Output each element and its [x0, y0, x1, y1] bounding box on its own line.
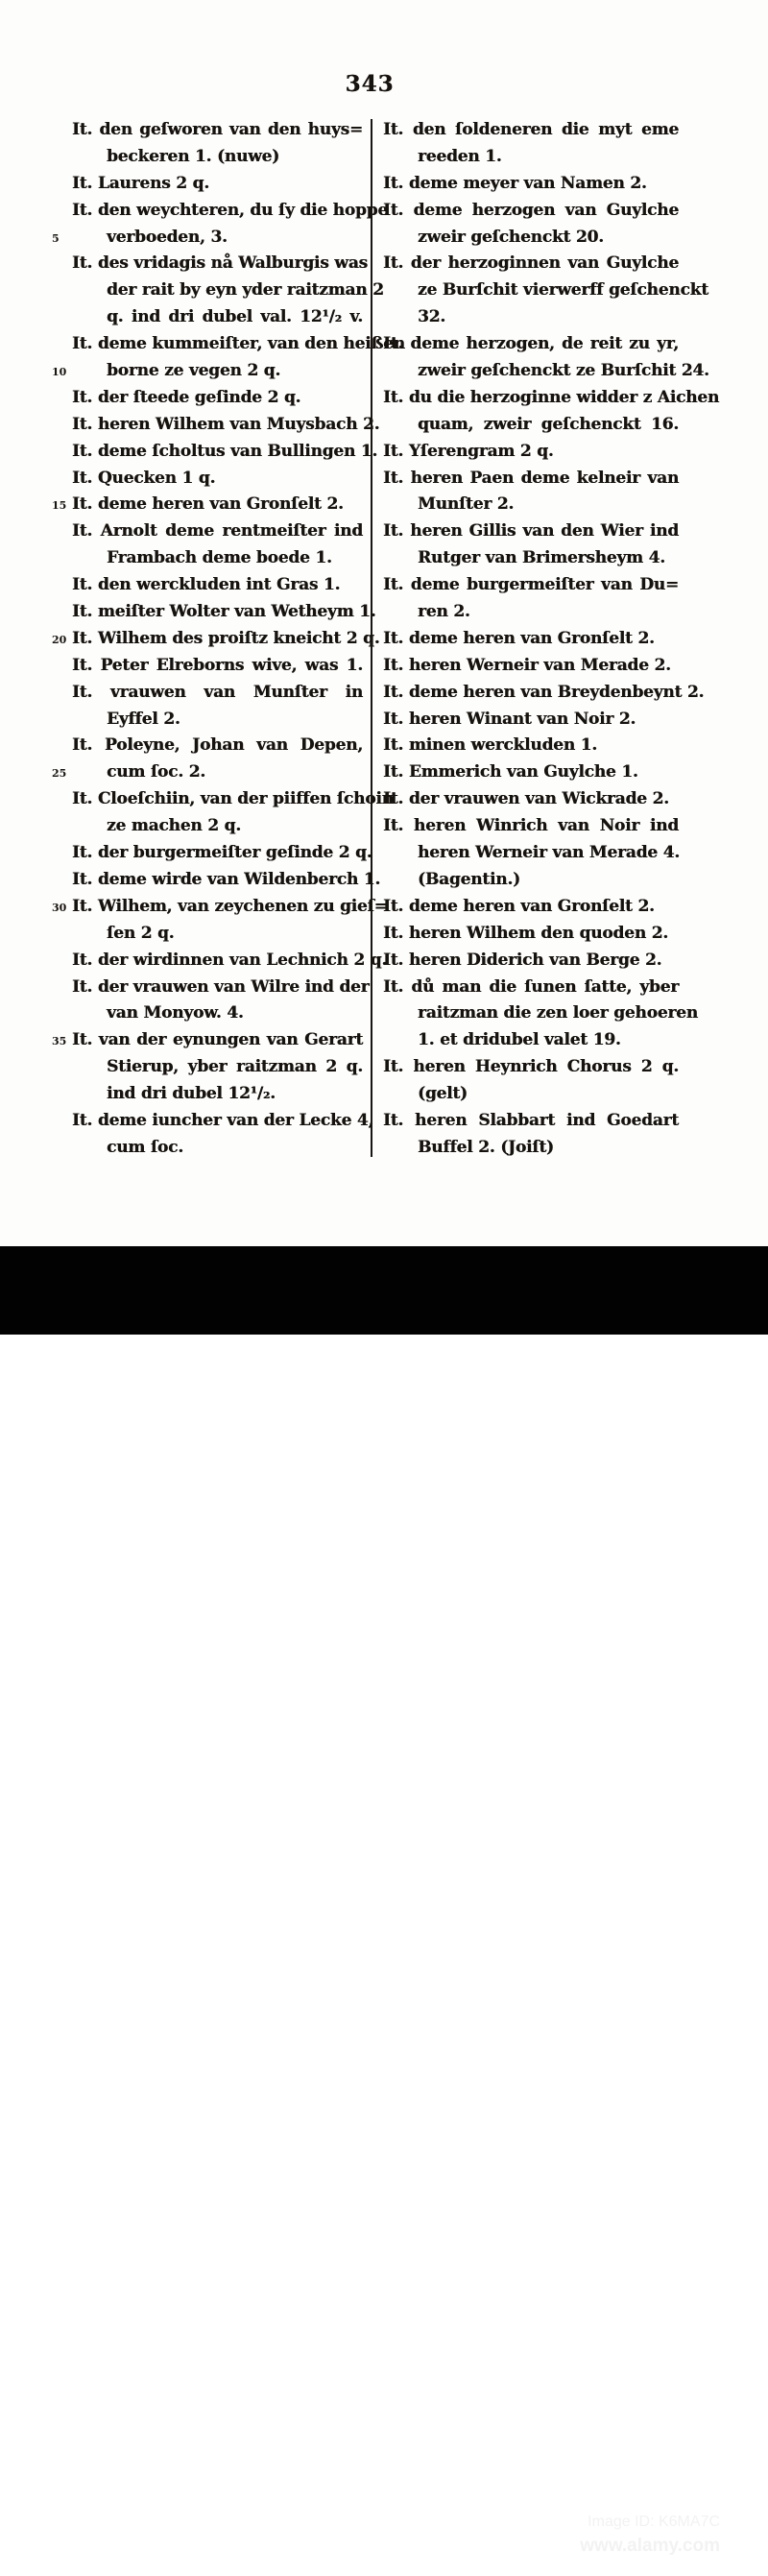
text-line	[383, 840, 679, 867]
text-line	[72, 304, 363, 331]
line-text: It. den weychteren, du ſy die hoppe	[72, 200, 388, 220]
line-text: cum ſoc. 2.	[107, 762, 206, 782]
text-line	[383, 653, 679, 680]
text-line	[72, 572, 363, 599]
text-line	[383, 1081, 679, 1108]
line-text: It. Emmerich van Guylche 1.	[383, 762, 638, 782]
text-line	[72, 466, 363, 493]
watermark-info	[580, 2514, 720, 2557]
text-line	[52, 759, 363, 786]
text-line	[52, 358, 363, 385]
line-text: It. heren Diderich van Berge 2.	[383, 950, 662, 970]
text-line	[52, 1027, 363, 1054]
text-line	[52, 492, 363, 518]
text-line	[72, 545, 363, 572]
line-text: ze Burſchit vierwerff geſchenckt	[418, 280, 708, 301]
line-text: van Monyow. 4.	[107, 1003, 244, 1023]
line-text: Frambach deme boede 1.	[107, 548, 332, 568]
text-line	[383, 921, 679, 948]
line-text: raitzman die zen loer gehoeren	[418, 1003, 698, 1023]
line-text: It. van der eynungen van Gerart	[72, 1030, 363, 1050]
line-text: It. Wilhem des proiſtz kneicht 2 q.	[72, 628, 380, 648]
line-text: It. du die herzoginne widder z Aichen	[383, 387, 720, 407]
line-text: Stierup, yber raitzman 2 q.	[107, 1057, 363, 1077]
text-line	[383, 412, 679, 439]
line-text: It. der vrauwen van Wickrade 2.	[383, 789, 669, 809]
line-text: It. der ſteede geſinde 2 q.	[72, 387, 301, 407]
line-text: Munſter 2.	[418, 494, 515, 515]
margin-line-number: 25	[52, 767, 67, 781]
line-text: It. der herzoginnen van Guylche	[383, 253, 679, 274]
text-line	[72, 1108, 374, 1135]
text-line	[383, 948, 679, 975]
line-text: It. heren Gillis van den Wier ind	[383, 521, 679, 542]
text-line	[383, 975, 679, 1001]
line-text: It. der wirdinnen van Lechnich 2 q.	[72, 950, 388, 970]
text-line	[52, 894, 388, 921]
text-line	[72, 786, 394, 813]
line-text: zweir geſchenckt 20.	[418, 227, 604, 247]
text-line	[383, 733, 679, 759]
line-text: It. deme heren van Gronſelt 2.	[383, 896, 655, 916]
text-line	[72, 117, 363, 144]
text-line	[72, 439, 378, 466]
line-text: beckeren 1. (nuwe)	[107, 146, 280, 166]
line-text: It. Peter Elreborns wive, was 1.	[72, 655, 363, 675]
margin-line-number: 15	[52, 499, 67, 513]
text-line	[383, 277, 708, 304]
text-line	[383, 144, 679, 171]
text-line	[383, 171, 679, 198]
text-line	[383, 1000, 698, 1027]
text-line	[383, 492, 679, 518]
line-text: It. deme herzogen, de reit zu yr,	[383, 334, 679, 354]
line-text: Buffel 2. (Joiſt)	[418, 1137, 554, 1157]
text-line	[72, 733, 363, 759]
text-line	[72, 198, 388, 225]
line-text: (gelt)	[418, 1084, 468, 1104]
line-text: It. deme wirde van Wildenberch 1.	[72, 869, 381, 889]
line-text: It. Yſerengram 2 q.	[383, 441, 554, 461]
text-line	[383, 867, 679, 894]
text-line	[383, 358, 709, 385]
text-line	[52, 225, 363, 252]
margin-line-number: 20	[52, 633, 67, 646]
line-text: q. ind dri dubel val. 12¹/₂ v.	[107, 307, 363, 327]
text-line	[383, 1135, 679, 1162]
text-line	[383, 545, 679, 572]
line-text: borne ze vegen 2 q.	[107, 361, 281, 381]
text-line	[52, 626, 380, 653]
line-text: It. deme burgermeiſter van Du=	[383, 575, 679, 595]
text-line	[72, 975, 370, 1001]
text-line	[72, 277, 384, 304]
text-line	[72, 599, 376, 626]
line-text: der rait by eyn yder raitzman 2	[107, 280, 384, 301]
line-text: It. Poleyne, Johan van Depen,	[72, 735, 363, 756]
line-text: ze machen 2 q.	[107, 816, 241, 836]
text-line	[383, 466, 679, 493]
line-text: It. des vridagis nå Walburgis was	[72, 253, 368, 274]
text-line	[72, 680, 363, 707]
text-line	[72, 948, 388, 975]
text-line	[72, 921, 363, 948]
line-text: ren 2.	[418, 602, 470, 622]
line-text: ind dri dubel 12¹/₂.	[107, 1084, 276, 1104]
text-line	[72, 1054, 363, 1081]
image-id-text: Image ID: K6MA7C	[588, 2514, 720, 2530]
line-text: It. heren Winant van Noir 2.	[383, 709, 636, 729]
line-text: It. vrauwen van Munſter in	[72, 682, 363, 702]
text-line	[72, 171, 363, 198]
page-number: 343	[345, 71, 395, 97]
alamy-watermark-bar	[0, 1246, 768, 2576]
line-text: reeden 1.	[418, 146, 502, 166]
text-line	[383, 304, 679, 331]
line-text: Rutger van Brimersheym 4.	[418, 548, 665, 568]
line-text: It. den ſoldeneren die myt eme	[383, 120, 679, 139]
line-text: It. der vrauwen van Wilre ind der	[72, 976, 370, 997]
line-text: It. deme ſcholtus van Bullingen 1.	[72, 441, 378, 461]
line-text: 1. et dridubel valet 19.	[418, 1030, 621, 1050]
line-text: It. heren Wilhem den quoden 2.	[383, 923, 668, 943]
line-text: It. Wilhem, van zeychenen zu gieſ=	[72, 896, 388, 916]
line-text: Eyffel 2.	[107, 709, 180, 729]
line-text: zweir geſchenckt ze Burſchit 24.	[418, 361, 709, 381]
line-text: (Bagentin.)	[418, 869, 520, 889]
margin-line-number: 35	[52, 1035, 67, 1048]
text-line	[72, 518, 363, 545]
line-text: It. meiſter Wolter van Wetheym 1.	[72, 602, 376, 622]
text-line	[72, 385, 363, 412]
line-text: It. den werckluden int Gras 1.	[72, 575, 341, 595]
text-line	[72, 412, 380, 439]
line-text: heren Werneir van Merade 4.	[418, 843, 680, 863]
line-text: It. heren Paen deme kelneir van	[383, 468, 679, 488]
margin-line-number: 30	[52, 901, 67, 914]
text-line	[383, 599, 679, 626]
text-line	[72, 840, 372, 867]
line-text: It. heren Slabbart ind Goedart	[383, 1110, 679, 1130]
text-line	[383, 331, 679, 358]
text-line	[383, 1027, 679, 1054]
left-column	[52, 117, 405, 1162]
text-line	[383, 385, 720, 412]
text-line	[383, 198, 679, 225]
line-text: 32.	[418, 307, 445, 327]
text-line	[383, 117, 679, 144]
text-line	[72, 653, 363, 680]
text-line	[383, 251, 679, 277]
line-text: It. heren Wilhem van Muysbach 2.	[72, 414, 380, 434]
text-line	[72, 813, 363, 840]
text-line	[72, 867, 381, 894]
text-line	[72, 251, 368, 277]
text-line	[383, 680, 705, 707]
text-line	[383, 518, 679, 545]
text-line	[383, 786, 679, 813]
line-text: It. deme heren van Gronſelt 2.	[72, 494, 344, 515]
line-text: It. Quecken 1 q.	[72, 468, 216, 488]
text-line	[383, 813, 679, 840]
text-line	[383, 626, 679, 653]
text-line	[72, 144, 363, 171]
text-line	[72, 707, 363, 734]
line-text: It. deme heren van Gronſelt 2.	[383, 628, 655, 648]
line-text: It. Laurens 2 q.	[72, 173, 209, 193]
line-text: quam, zweir geſchenckt 16.	[418, 414, 679, 434]
text-line	[72, 1135, 363, 1162]
text-line	[383, 707, 679, 734]
text-line	[383, 572, 679, 599]
right-column	[383, 117, 720, 1162]
line-text: It. Arnolt deme rentmeiſter ind	[72, 521, 363, 542]
line-text: It. der burgermeiſter geſinde 2 q.	[72, 843, 372, 863]
line-text: It. minen werckluden 1.	[383, 735, 598, 756]
text-line	[72, 1000, 363, 1027]
line-text: It. Cloeſchiin, van der piiffen ſchoin	[72, 789, 394, 809]
text-line	[383, 1054, 679, 1081]
text-line	[383, 894, 679, 921]
margin-line-number: 10	[52, 366, 67, 379]
line-text: cum ſoc.	[107, 1137, 183, 1157]
margin-line-number: 5	[52, 231, 60, 245]
line-text: It. den geſworen van den huys=	[72, 120, 363, 139]
line-text: It. heren Werneir van Merade 2.	[383, 655, 671, 675]
text-line	[383, 439, 679, 466]
text-line	[383, 1108, 679, 1135]
alamy-url-text: www.alamy.com	[580, 2536, 720, 2556]
line-text: It. heren Heynrich Chorus 2 q.	[383, 1057, 679, 1077]
alamy-logo: alamy	[29, 2505, 97, 2576]
line-text: It. dů man die ſunen ſatte, yber	[383, 976, 679, 997]
text-line	[383, 759, 679, 786]
line-text: ſen 2 q.	[107, 923, 175, 943]
text-line	[72, 1081, 363, 1108]
text-line	[383, 225, 679, 252]
line-text: It. heren Winrich van Noir ind	[383, 816, 679, 836]
line-text: It. deme iuncher van der Lecke 4,	[72, 1110, 374, 1130]
line-text: It. deme kummeiſter, van den heißen	[72, 334, 405, 354]
line-text: It. deme heren van Breydenbeynt 2.	[383, 682, 705, 702]
line-text: It. deme herzogen van Guylche	[383, 200, 679, 220]
line-text: verboeden, 3.	[107, 227, 228, 247]
text-line	[72, 331, 405, 358]
line-text: It. deme meyer van Namen 2.	[383, 173, 647, 193]
